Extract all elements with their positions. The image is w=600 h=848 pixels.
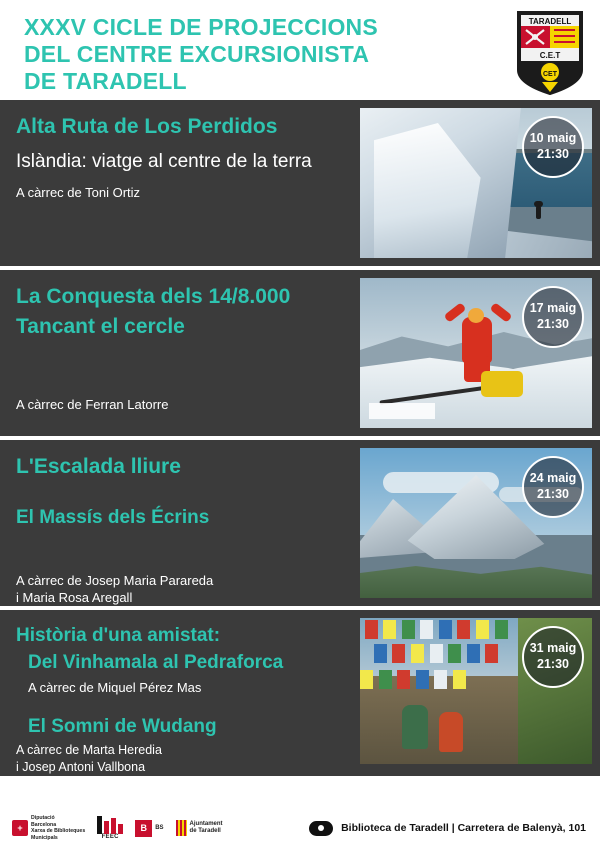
session-2-credit: A càrrec de Ferran Latorre xyxy=(16,397,169,413)
session-1-credit: A càrrec de Toni Ortiz xyxy=(16,185,141,201)
session-1-date: 10 maig xyxy=(529,131,577,146)
session-card-3 xyxy=(0,440,600,606)
svg-text:C.E.T: C.E.T xyxy=(539,51,561,60)
venue-info xyxy=(309,821,592,836)
title-line-2: DEL CENTRE EXCURSIONISTA xyxy=(24,41,370,68)
session-2-date-badge xyxy=(522,286,584,348)
session-1-subtitle: Islàndia: viatge al centre de la terra xyxy=(16,150,312,172)
svg-text:CET: CET xyxy=(543,71,557,78)
session-3-title: L'Escalada lliure xyxy=(16,455,181,478)
diputacio-mark-icon: + xyxy=(12,820,28,836)
session-1-title: Alta Ruta de Los Perdidos xyxy=(16,115,278,138)
biblioteques-bs-logo xyxy=(135,820,163,837)
sponsor-logos xyxy=(8,815,223,841)
session-3-text xyxy=(0,440,352,606)
session-4-title2: Del Vinhamala al Pedraforca xyxy=(28,652,284,674)
diputacio-barcelona-logo xyxy=(12,815,85,841)
session-3-credit-line-1: A càrrec de Josep Maria Parareda xyxy=(16,573,214,589)
session-2-text xyxy=(0,270,352,436)
session-2-title2: Tancant el cercle xyxy=(16,314,185,338)
diputacio-line-2: Barcelona xyxy=(31,821,57,828)
session-4-date: 31 maig xyxy=(529,641,577,656)
session-3-subtitle: El Massís dels Écrins xyxy=(16,506,210,528)
poster-header xyxy=(0,0,600,100)
diputacio-line-1: Diputació xyxy=(31,815,55,821)
session-4-title: Història d'una amistat: xyxy=(16,625,221,646)
diputacio-line-4: Municipals xyxy=(31,834,58,841)
session-3-date-badge xyxy=(522,456,584,518)
session-3-date: 24 maig xyxy=(529,471,577,486)
location-icon xyxy=(309,821,333,836)
session-2-time: 21:30 xyxy=(537,317,569,331)
session-4-date-badge xyxy=(522,626,584,688)
senyera-shield-icon xyxy=(176,820,187,836)
bs-caption: BS xyxy=(155,825,164,831)
session-1-date-badge xyxy=(522,116,584,178)
session-3-time: 21:30 xyxy=(537,487,569,501)
session-card-2 xyxy=(0,270,600,436)
feec-logo xyxy=(97,816,123,840)
svg-text:TARADELL: TARADELL xyxy=(528,17,572,26)
venue-text: Biblioteca de Taradell | Carretera de Balenyà, 101 xyxy=(341,822,586,834)
diputacio-line-3: Xarxa de Biblioteques xyxy=(31,828,86,834)
page-title xyxy=(10,8,514,95)
session-1-text xyxy=(0,100,352,266)
session-4-credit: A càrrec de Miquel Pérez Mas xyxy=(28,680,202,696)
session-1-time: 21:30 xyxy=(537,147,569,161)
feec-mark-icon xyxy=(97,816,123,834)
session-card-1 xyxy=(0,100,600,266)
ajuntament-line-2: de Taradell xyxy=(189,828,221,834)
session-2-title: La Conquesta dels 14/8.000 xyxy=(16,285,291,308)
bs-mark-icon: B xyxy=(135,820,152,837)
ajuntament-taradell-logo xyxy=(176,820,223,836)
ajuntament-line-1: Ajuntament xyxy=(189,820,223,827)
session-4-subtitle: El Somni de Wudang xyxy=(28,716,217,738)
session-4-time: 21:30 xyxy=(537,657,569,671)
cet-logo-icon xyxy=(514,10,586,96)
poster-footer xyxy=(0,808,600,848)
session-4-credit-line-2: i Josep Antoni Vallbona xyxy=(16,759,146,774)
session-4-credit-line-1: A càrrec de Marta Heredia xyxy=(16,743,162,758)
feec-caption: FEEC xyxy=(101,834,119,840)
title-line-1: XXXV CICLE DE PROJECCIONS xyxy=(24,14,378,40)
session-2-date: 17 maig xyxy=(529,301,577,316)
title-line-3: DE TARADELL xyxy=(24,68,187,95)
session-4-text xyxy=(0,610,352,776)
session-card-4 xyxy=(0,610,600,776)
session-3-credit-line-2: i Maria Rosa Aregall xyxy=(16,590,133,606)
